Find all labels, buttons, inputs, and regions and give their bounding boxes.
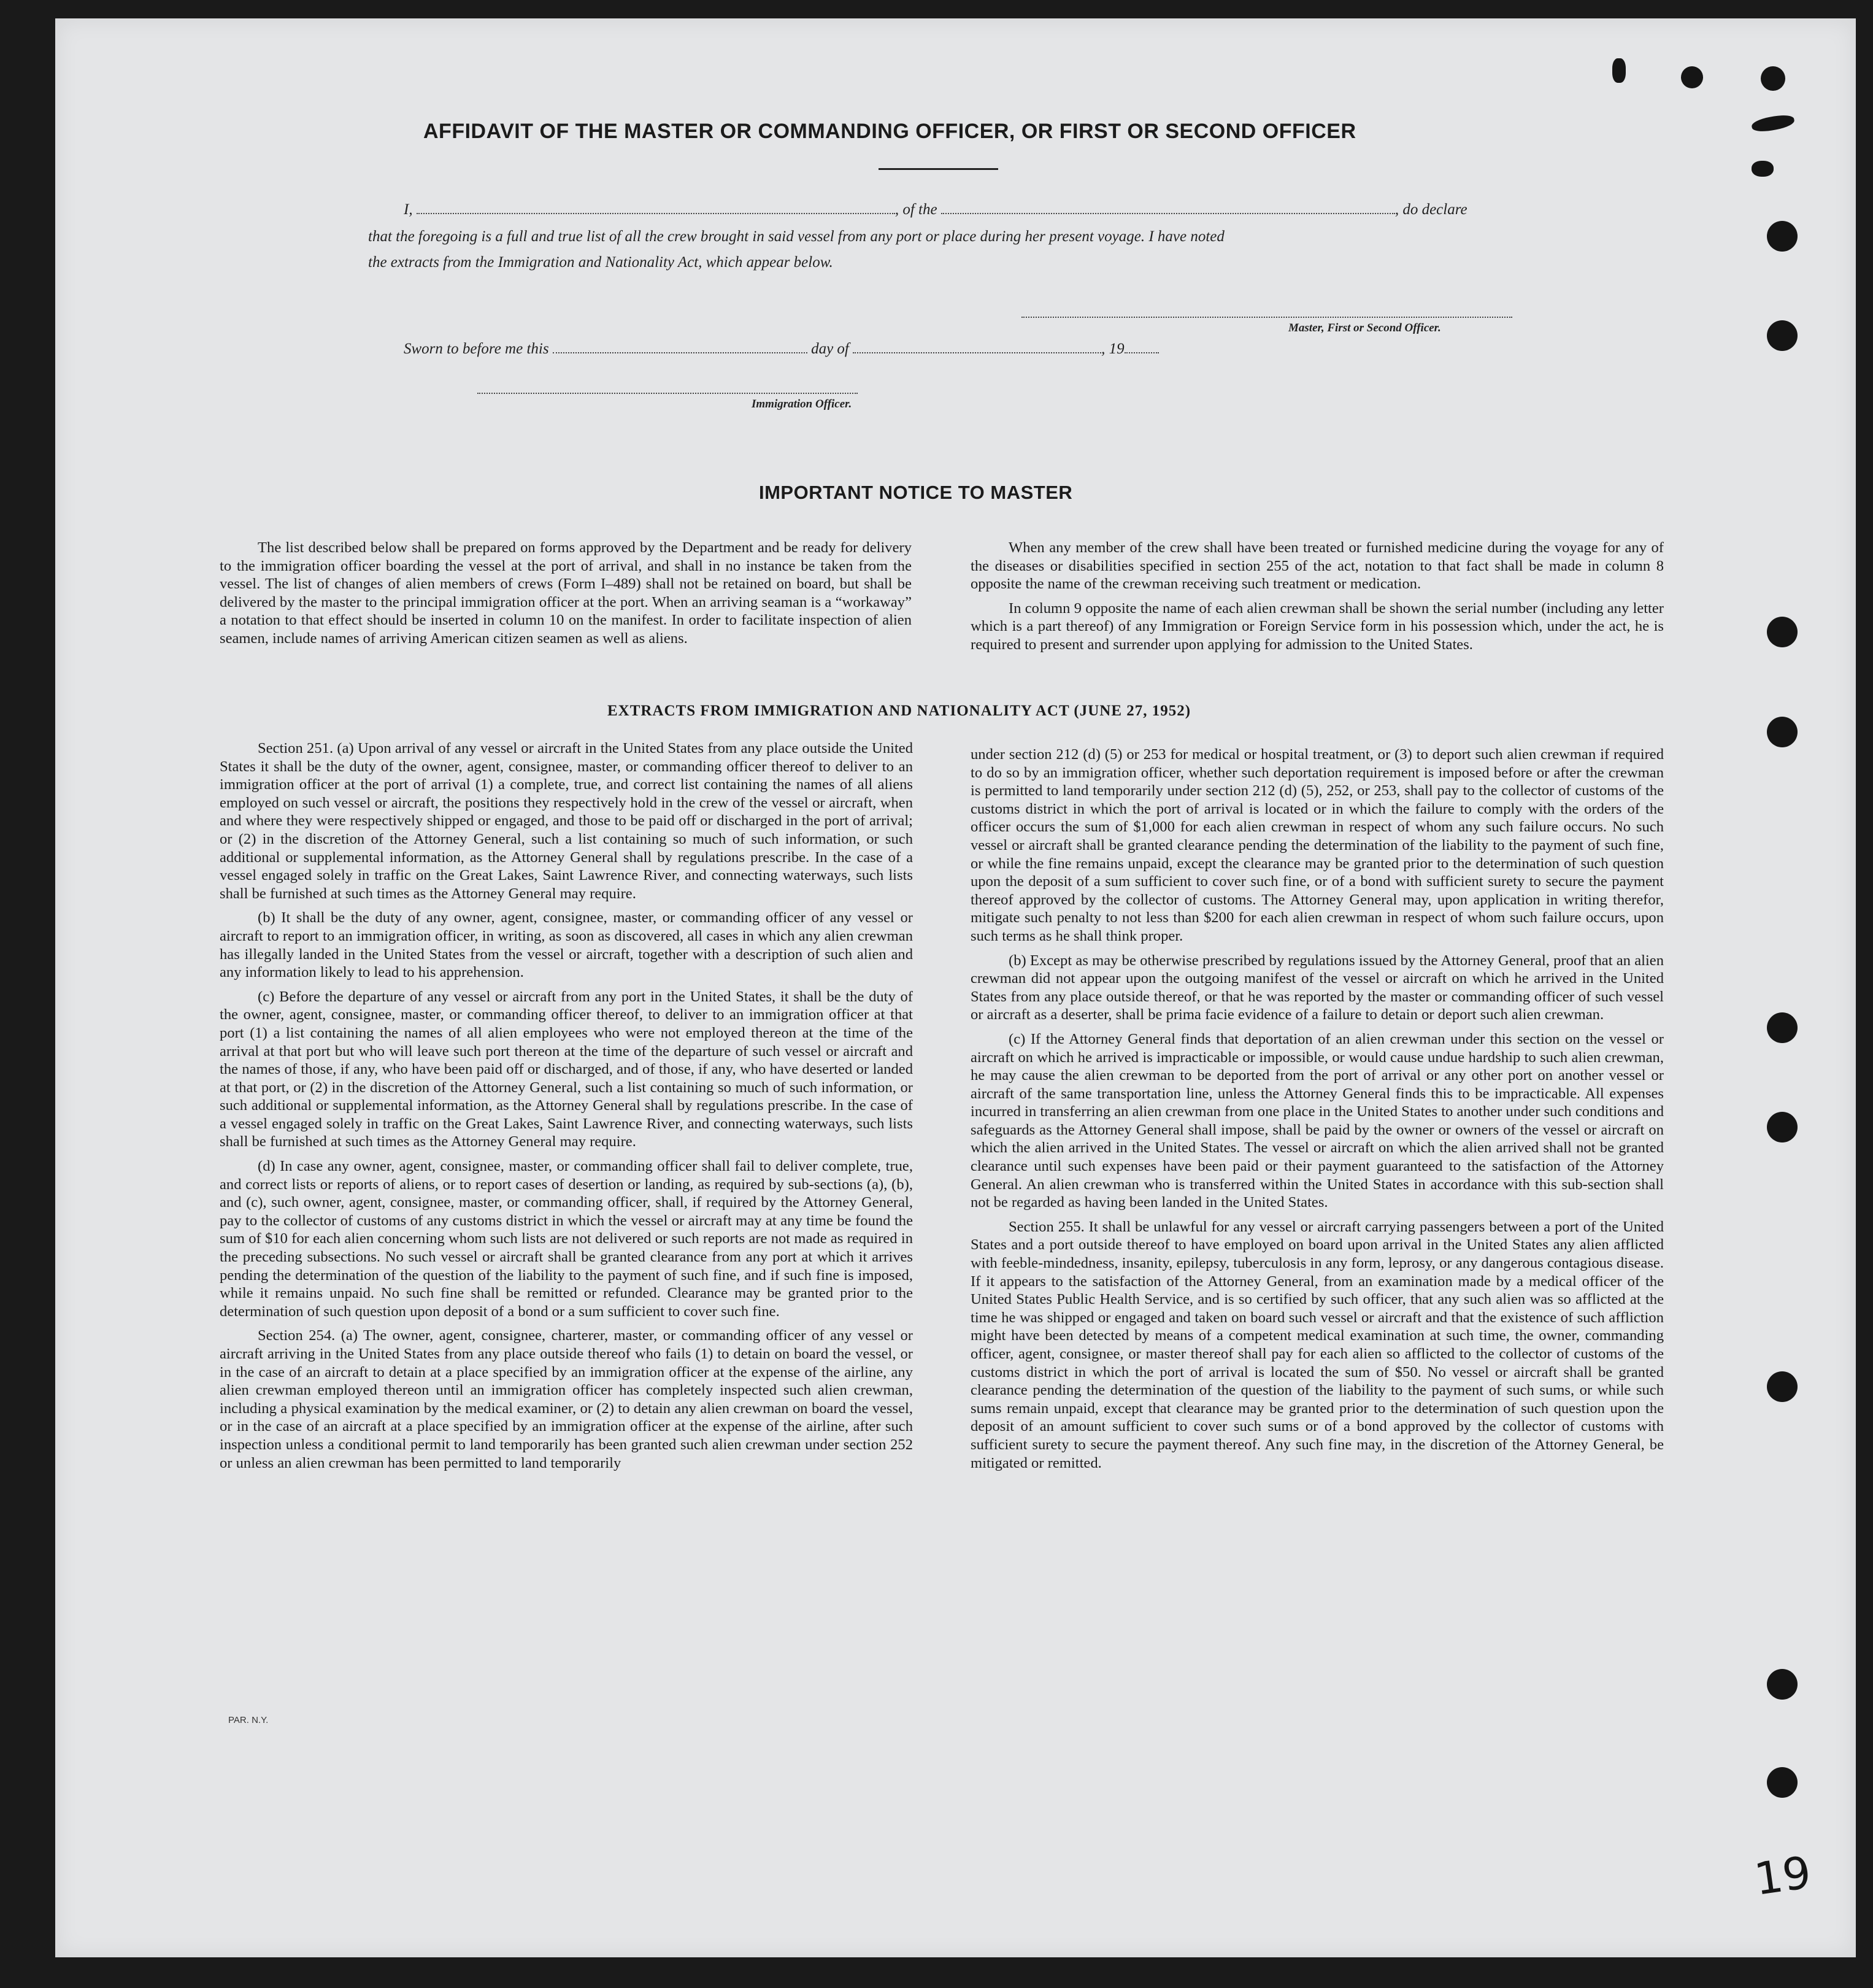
section-254-b: (b) Except as may be otherwise prescribed by regulations issued by the Attorney General, proof that an alien crewman did not appear upon the outgoing manifest of the vessel or aircraft on which he arrived in the United States from any place outside thereof, or that he was reported by the master or commanding officer of such vessel or aircraft as a deserter, shall be prima facie evidence of a failure to detain or deport such alien crewman. xyxy=(971,952,1664,1023)
binder-hole xyxy=(1767,1767,1798,1798)
master-signature-blank xyxy=(1021,307,1512,318)
notice-right-text-2: In column 9 opposite the name of each alien crewman shall be shown the serial number (including any letter which is a part thereof) of any Immigration or Foreign Service form in his possession which, under the act, he is required to present and surrender upon applying for admission to the United States. xyxy=(971,599,1664,653)
do-declare-label: , do declare xyxy=(1394,201,1467,218)
notice-right-text-1: When any member of the crew shall have been treated or furnished medicine during the voyage for any of the diseases or disabilities specified in section 255 of the act, notation to that fact shall be made in column 8 opposite the name of the crewman receiving such treatment or medication. xyxy=(971,539,1664,593)
year-blank xyxy=(1125,342,1159,353)
binder-hole xyxy=(1767,221,1798,252)
extracts-right-column xyxy=(971,746,1664,1472)
binder-hole xyxy=(1767,1012,1798,1043)
month-blank xyxy=(853,342,1101,353)
of-the-label: , of the xyxy=(894,201,937,218)
i-label: I, xyxy=(404,201,413,218)
binder-hole xyxy=(1767,717,1798,747)
section-251-a: Section 251. (a) Upon arrival of any vessel or aircraft in the United States from any place outside the United States it shall be the duty of the owner, agent, consignee, master, or commanding officer thereof to deliver to an immigration officer at the port of arrival (1) a complete, true, and correct list containing the names of all aliens employed on such vessel or aircraft, the positions they respectively hold in the crew of the vessel or aircraft, when and where they were respectively shipped or engaged, and those to be paid off or discharged in the port of arrival; or (2) in the discretion of the Attorney General, such a list containing so much of such information, or such additional or supplemental information, as the Attorney General shall by regulations prescribe. In the case of a vessel engaged solely in traffic on the Great Lakes, Saint Lawrence River, and connecting waterways, such lists shall be furnished at such times as the Attorney General may require. xyxy=(220,740,913,902)
immigration-officer-label: Immigration Officer. xyxy=(752,398,852,410)
vessel-blank xyxy=(941,203,1395,214)
binder-hole xyxy=(1767,617,1798,647)
binder-hole xyxy=(1767,1112,1798,1142)
section-251-b: (b) It shall be the duty of any owner, agent, consignee, master, or commanding officer of any vessel or aircraft to report to an immigration officer, in writing, as soon as discovered, all cases in which any alien crewman has illegally landed in the United States from the vessel or aircraft, together with a description of such alien and any information likely to lead to his apprehension. xyxy=(220,909,913,981)
extracts-title: EXTRACTS FROM IMMIGRATION AND NATIONALITY ACT (JUNE 27, 1952) xyxy=(607,703,1191,719)
binder-hole xyxy=(1761,66,1785,91)
master-signature-label: Master, First or Second Officer. xyxy=(1288,322,1441,334)
ink-blot xyxy=(1752,161,1774,177)
year-prefix: , 19 xyxy=(1101,341,1125,357)
title-underline xyxy=(879,168,998,170)
section-251-c: (c) Before the departure of any vessel or aircraft from any port in the United States, it shall be the duty of the owner, agent, consignee, master, or commanding officer thereof, to deliver to an immigration officer at that port (1) a list containing the names of all alien employees who were not employed thereon at the time of the arrival at that port but who will leave such port thereon at the time of the departure of such vessel or aircraft and the names of those, if any, who have been paid off or discharged, and of those, if any, who have deserted or landed at that port, or (2) in the discretion of the Attorney General, such a list containing so much of such information, or such additional or supplemental information, as the Attorney General shall by regulations prescribe. In the case of a vessel engaged solely in traffic on the Great Lakes, Saint Lawrence River, and connecting waterways, such lists shall be furnished at such times as the Attorney General may require. xyxy=(220,988,913,1150)
section-251-d: (d) In case any owner, agent, consignee, master, or commanding officer shall fail to deliver complete, true, and correct lists or reports of aliens, or to report cases of desertion or landing, as required by sub-sections (a), (b), and (c), such owner, agent, consignee, master, or commanding officer, shall, if required by the Attorney General, pay to the collector of customs of any customs district in which the vessel or aircraft may at any time be found the sum of $10 for each alien concerning whom such lists are not delivered or such reports are not made as required in the preceding subsections. No such vessel or aircraft shall be granted clearance from any port at which it arrives pending the determination of the question of the liability to the payment of such fine, and if such fine is imposed, while it remains unpaid. No such fine shall be remitted or refunded. Clearance may be granted prior to the determination of such question upon deposit of a bond or a sum sufficient to cover such fine. xyxy=(220,1158,913,1320)
sworn-label: Sworn to before me this xyxy=(404,341,549,357)
binder-hole xyxy=(1681,66,1703,88)
notice-title: IMPORTANT NOTICE TO MASTER xyxy=(759,482,1073,503)
declaration-line-1 xyxy=(404,201,1467,218)
sworn-day-blank xyxy=(553,342,807,353)
affidavit-title: AFFIDAVIT OF THE MASTER OR COMMANDING OFFICER, OR FIRST OR SECOND OFFICER xyxy=(423,120,1356,143)
binder-hole xyxy=(1767,320,1798,351)
day-of-label: day of xyxy=(811,341,849,357)
binder-hole xyxy=(1767,1371,1798,1402)
notice-left-paragraph xyxy=(220,539,912,648)
name-blank xyxy=(417,203,895,214)
declaration-line-2: that the foregoing is a full and true list of all the crew brought in said vessel from any port or place during her present voyage. I have noted xyxy=(368,228,1225,245)
declaration-line-3: the extracts from the Immigration and Nationality Act, which appear below. xyxy=(368,254,833,271)
handwritten-page-number: 19 xyxy=(1751,1846,1815,1905)
section-254-a-cont: under section 212 (d) (5) or 253 for medical or hospital treatment, or (3) to deport such alien crewman if required to do so by an immigration officer, whether such deportation requirement is imposed before or after the crewman is permitted to land temporarily under section 212 (d) (5), 252, or 253, shall pay to the collector of customs of the customs district in which the port of arrival is located or in which the failure to comply with the orders of the officer occurs the sum of $1,000 for each alien crewman in respect of whom any such failure occurs. No such vessel or aircraft shall be granted clearance pending the determination of the liability to the payment of such fine, or while the fine remains unpaid, except the clearance may be granted prior to the determination of such question upon the deposit of a sum sufficient to cover such fine, or of a bond with sufficient surety to secure the payment thereof approved by the collector of customs. The Attorney General may, upon application in writing therefor, mitigate such penalty to not less than $200 for each alien crewman in respect of whom such failure occurs, upon such terms as he shall think proper. xyxy=(971,746,1664,944)
printer-mark: PAR. N.Y. xyxy=(228,1715,269,1725)
immigration-officer-blank xyxy=(477,383,858,394)
binder-hole xyxy=(1767,1669,1798,1700)
ink-blot xyxy=(1612,58,1626,83)
sworn-line xyxy=(404,341,1159,358)
section-255: Section 255. It shall be unlawful for any vessel or aircraft carrying passengers between a port of the United States and a port outside thereof to have employed on board upon arrival in the United States any alien afflicted with feeble-mindedness, insanity, epilepsy, tuberculosis in any form, leprosy, or any dangerous contagious disease. If it appears to the satisfaction of the Attorney General, from an examination made by a medical officer of the United States Public Health Service, and is so certified by such officer, that any such alien was so afflicted at the time he was shipped or engaged and taken on board such vessel or aircraft and that the existence of such affliction might have been detected by means of a competent medical examination at such time, the owner, commanding officer, agent, consignee, or master thereof shall pay for each alien so afflicted to the collector of customs of the customs district in which the port of arrival is located the sum of $50. No vessel or aircraft shall be granted clearance pending the determination of the question of the liability to the payment of such sums, or while such sums remain unpaid, except that clearance may be granted prior to the determination of such question upon the deposit of an amount sufficient to cover such sums or of a bond approved by the collector of customs with sufficient surety to secure the payment thereof. Any such fine may, in the discretion of the Attorney General, be mitigated or remitted. xyxy=(971,1218,1664,1471)
section-254-a: Section 254. (a) The owner, agent, consignee, charterer, master, or commanding officer of any vessel or aircraft arriving in the United States from any place outside thereof who fails (1) to detain on board the vessel, or in the case of an aircraft to detain at a place specified by an immigration officer at the expense of the airline, any alien crewman employed thereon until an immigration officer has completely inspected such alien crewman, including a physical examination by the medical examiner, or (2) to detain any alien crewman on board the vessel, or in the case of an aircraft at a place specified by an immigration officer at the expense of the airline, after such inspection unless a conditional permit to land temporarily has been granted such alien crewman under section 252 or unless an alien crewman has been permitted to land temporarily xyxy=(220,1327,913,1471)
notice-right-column xyxy=(971,539,1664,654)
notice-left-text: The list described below shall be prepared on forms approved by the Department and be ready for delivery to the immigration officer boarding the vessel at the port of arrival, and shall in no instance be taken from the vessel. The list of changes of alien members of crews (Form I–489) shall not be retained on board, but shall be delivered by the master to the principal immigration officer at the port. When an arriving seaman is a “workaway” a notation to that effect should be inserted in column 10 on the manifest. In order to facilitate inspection of alien seamen, include names of arriving American citizen seamen as well as aliens. xyxy=(220,539,912,647)
section-254-c: (c) If the Attorney General finds that deportation of an alien crewman under this section on the vessel or aircraft on which he arrived is impracticable or impossible, or would cause undue hardship to such alien crewman, he may cause the alien crewman to be deported from the port of arrival or any other port on another vessel or aircraft of the same transportation line, unless the Attorney General finds this to be impracticable. All expenses incurred in transferring an alien crewman from one place in the United States to another under such conditions and safeguards as the Attorney General shall impose, shall be paid by the owner or owners of the vessel or aircraft on which the alien arrived in the United States. The vessel or aircraft on which the alien arrived shall not be granted clearance until such expenses have been paid or their payment guaranteed to the satisfaction of the Attorney General. An alien crewman who is transferred within the United States in accordance with this sub-section shall not be regarded as having been landed in the United States. xyxy=(971,1030,1664,1211)
extracts-left-column xyxy=(220,739,913,1472)
